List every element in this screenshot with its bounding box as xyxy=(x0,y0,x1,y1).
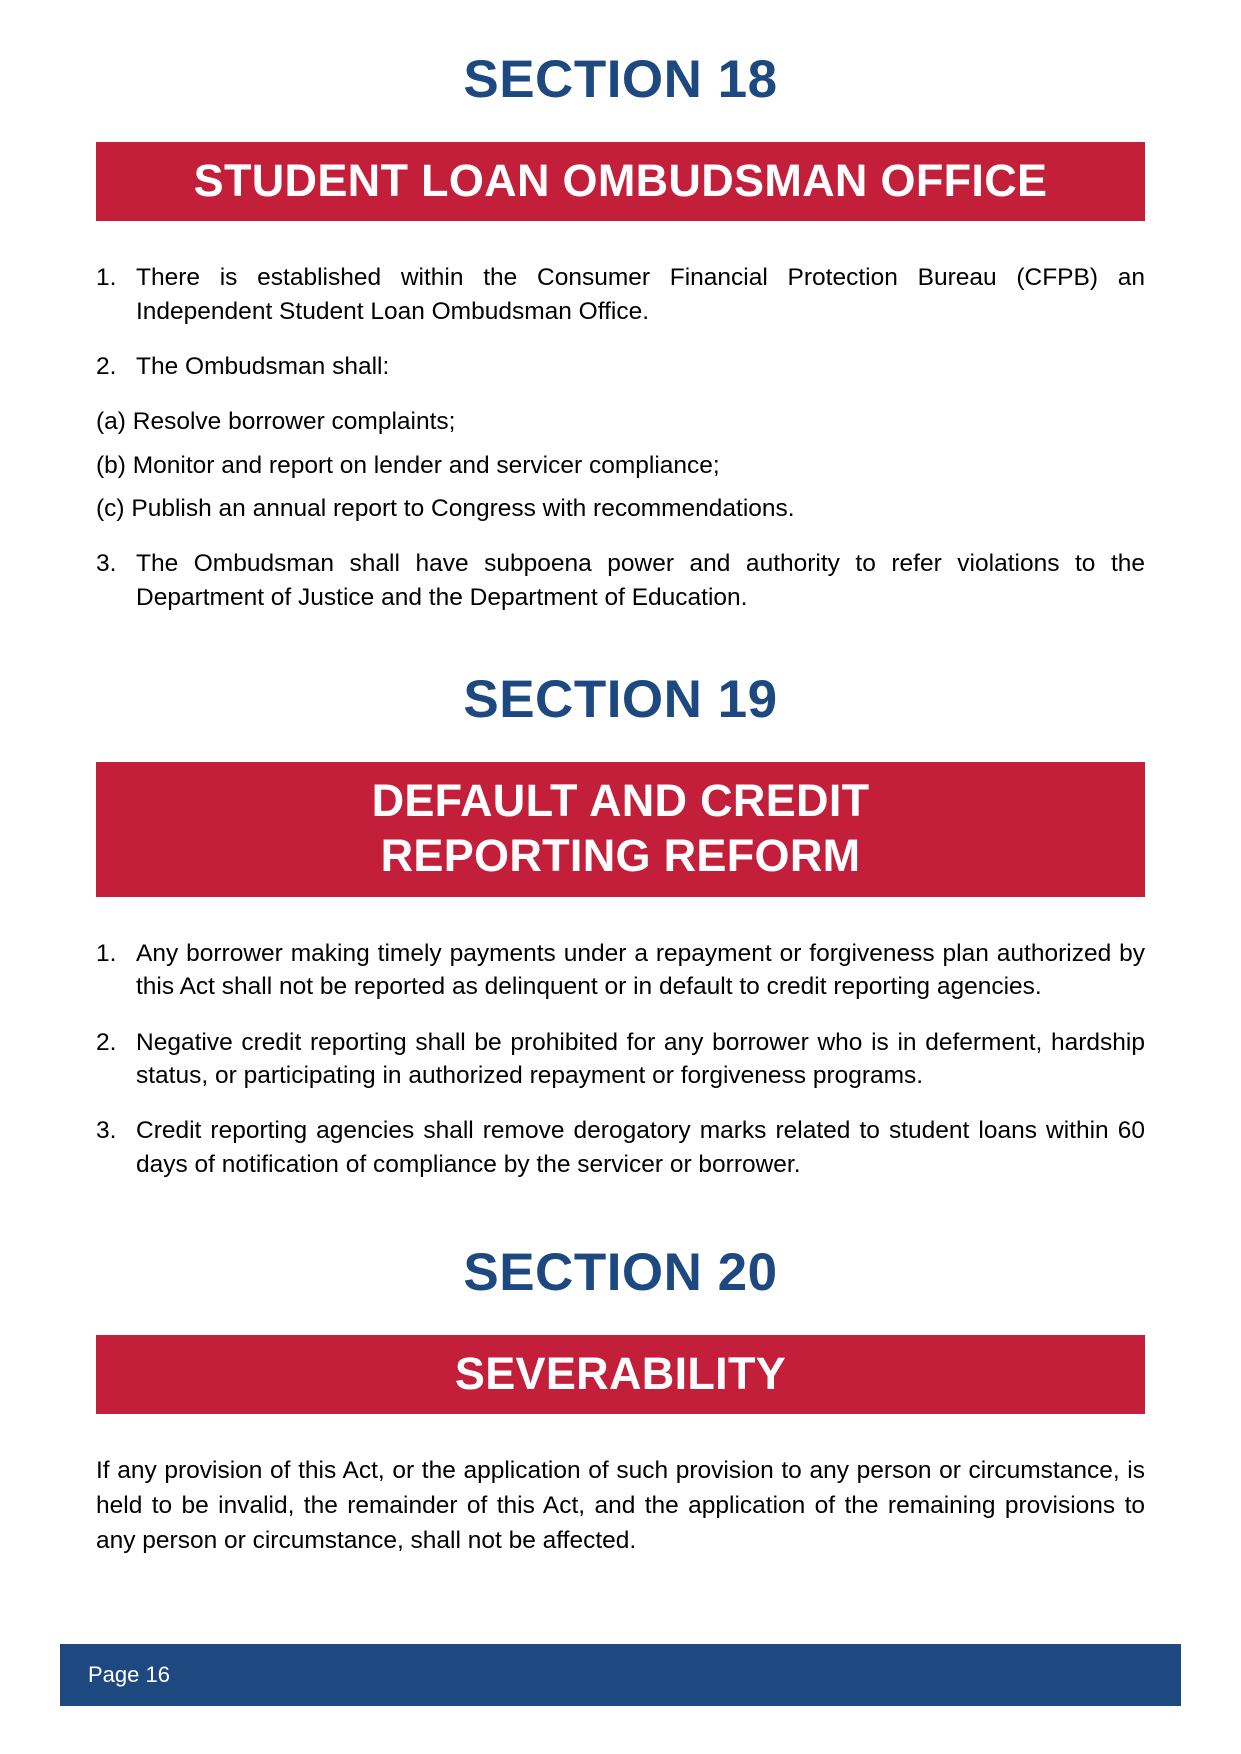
section-19-banner-line-1: DEFAULT AND CREDIT xyxy=(371,774,870,826)
spacer xyxy=(96,525,1145,547)
spacer xyxy=(96,1092,1145,1114)
spacer xyxy=(96,614,1145,672)
spacer xyxy=(96,328,1145,350)
spacer-top xyxy=(96,0,1145,52)
section-19-item-1 xyxy=(96,937,1145,1004)
section-18-subitem-b: (b) Monitor and report on lender and servicer compliance; xyxy=(96,451,720,479)
section-18-banner-line-1: STUDENT LOAN OMBUDSMAN OFFICE xyxy=(193,154,1048,206)
list-marker: 3. xyxy=(96,550,117,578)
list-item-text: Credit reporting agencies shall remove derogatory marks related to student loans within 60 days of notification of compliance by the servicer or borrower. xyxy=(136,1117,1145,1178)
spacer xyxy=(96,1414,1145,1454)
spacer xyxy=(96,728,1145,762)
section-19-banner-line-2: REPORTING REFORM xyxy=(380,830,861,882)
section-18-item-1 xyxy=(96,261,1145,328)
list-item-text: The Ombudsman shall have subpoena power and authority to refer violations to the Department of Justice and the Department of Education. xyxy=(136,550,1145,611)
list-marker: 3. xyxy=(96,1117,117,1145)
section-18-subitem-c: (c) Publish an annual report to Congress with recommendations. xyxy=(96,495,795,522)
spacer xyxy=(96,482,1145,492)
section-19-number-heading: SECTION 19 xyxy=(463,669,778,729)
list-marker: 1. xyxy=(96,264,117,292)
section-20-banner xyxy=(96,1335,1145,1415)
section-18-item-2 xyxy=(96,350,1145,383)
spacer xyxy=(96,1004,1145,1026)
page-number-label: Page 16 xyxy=(88,1662,170,1687)
page-footer xyxy=(60,1644,1181,1706)
section-20-number-heading: SECTION 20 xyxy=(463,1243,778,1303)
section-18-subitem-a: (a) Resolve borrower complaints; xyxy=(96,408,456,436)
spacer xyxy=(96,1301,1145,1335)
list-item-text: The Ombudsman shall: xyxy=(136,353,390,381)
section-18-banner xyxy=(96,142,1145,222)
section-19-banner xyxy=(96,762,1145,898)
section-19-item-3 xyxy=(96,1114,1145,1181)
section-19-item-2 xyxy=(96,1026,1145,1093)
list-marker: 2. xyxy=(96,1028,117,1056)
spacer xyxy=(96,108,1145,142)
spacer xyxy=(96,897,1145,937)
spacer xyxy=(96,439,1145,449)
spacer xyxy=(96,383,1145,405)
list-marker: 2. xyxy=(96,353,117,381)
spacer xyxy=(96,221,1145,261)
list-item-text: There is established within the Consumer Financial Protection Bureau (CFPB) an Independent Student Loan Ombudsman Office. xyxy=(136,264,1145,325)
section-18-number-heading: SECTION 18 xyxy=(463,50,778,109)
spacer xyxy=(96,1181,1145,1245)
section-20-banner-line-1: SEVERABILITY xyxy=(454,1347,787,1399)
list-item-text: Any borrower making timely payments under a repayment or forgiveness plan authorized by this Act shall not be reported as delinquent or in default to credit reporting agencies. xyxy=(136,940,1145,1001)
section-20-paragraph: If any provision of this Act, or the application of such provision to any person or circumstance, is held to be invalid, the remainder of this Act, and the application of the remaining provisions to any person or circumstance, shall not be affected. xyxy=(96,1457,1145,1555)
section-18-item-3 xyxy=(96,547,1145,614)
list-marker: 1. xyxy=(96,940,117,968)
list-item-text: Negative credit reporting shall be prohibited for any borrower who is in deferment, hardship status, or participating in authorized repayment or forgiveness programs. xyxy=(136,1028,1145,1090)
